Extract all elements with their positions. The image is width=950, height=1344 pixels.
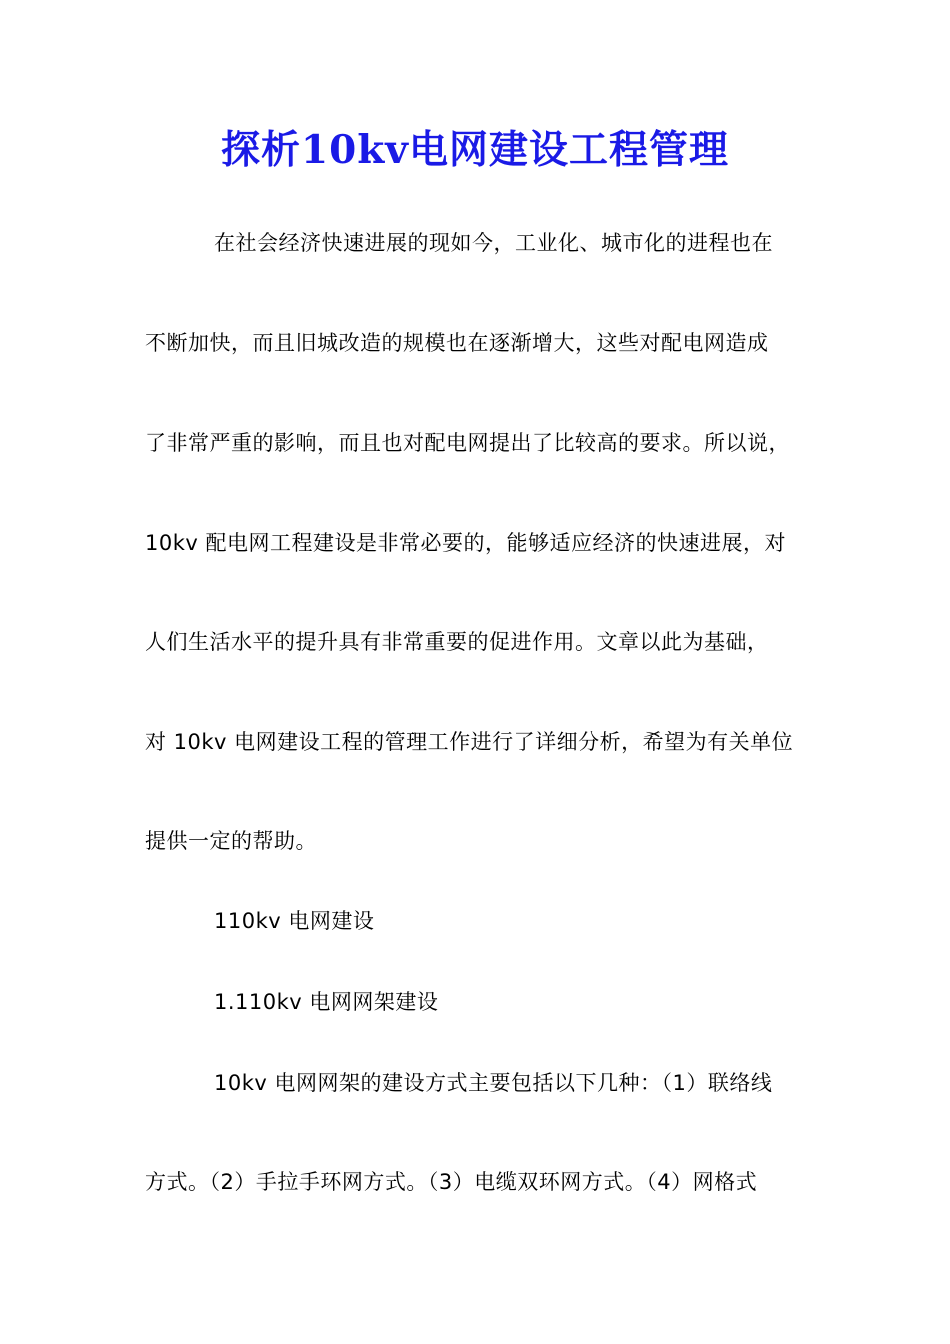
paragraph-line: 在社会经济快速进展的现如今，工业化、城市化的进程也在 [214,231,773,255]
document-title: 探析10kv电网建设工程管理 [221,127,729,173]
subsection-heading: 1.110kv 电网网架建设 [214,990,439,1014]
paragraph-line: 10kv 配电网工程建设是非常必要的，能够适应经济的快速进展，对 [145,531,786,555]
paragraph-line: 10kv 电网网架的建设方式主要包括以下几种：（1）联络线 [214,1071,773,1095]
paragraph-line: 不断加快，而且旧城改造的规模也在逐渐增大，这些对配电网造成 [145,331,769,355]
paragraph-line: 对 10kv 电网建设工程的管理工作进行了详细分析，希望为有关单位 [145,730,794,754]
paragraph-line: 提供一定的帮助。 [145,829,317,853]
paragraph-line: 了非常严重的影响，而且也对配电网提出了比较高的要求。所以说， [145,431,790,455]
section-heading: 110kv 电网建设 [214,909,375,933]
paragraph-line: 人们生活水平的提升具有非常重要的促进作用。文章以此为基础， [145,630,769,654]
paragraph-line: 方式。（2）手拉手环网方式。（3）电缆双环网方式。（4）网格式 [145,1170,758,1194]
